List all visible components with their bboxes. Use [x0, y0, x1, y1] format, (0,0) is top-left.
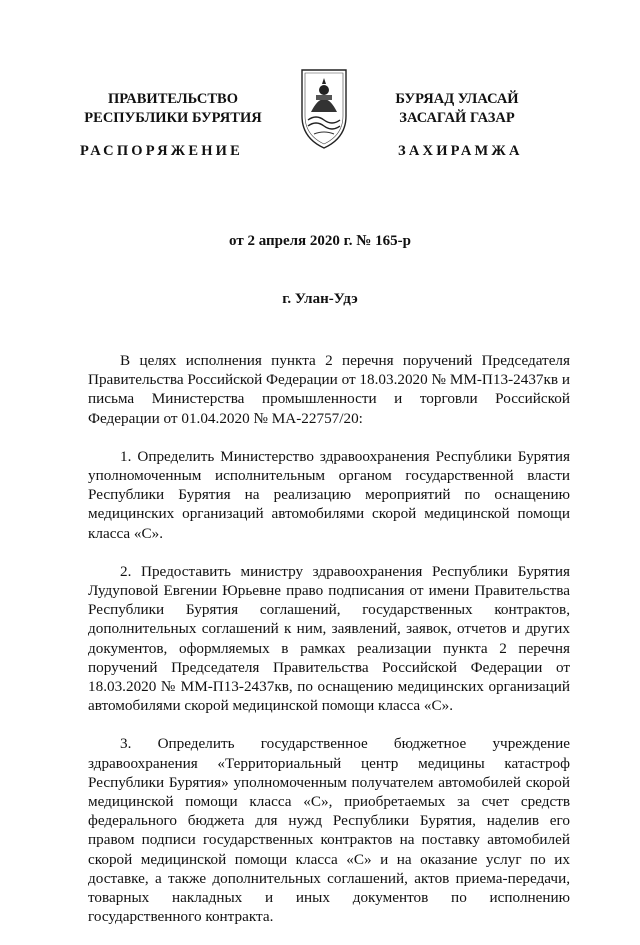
preamble-paragraph: В целях исполнения пункта 2 перечня поручений Председателя Правительства Российской Федерации от 18.03.2020 № ММ-П13-2437кв и письма Министерства промышленности и торговли Российской Федерации от 01.04.2020 № МА-22757/20: [88, 352, 570, 427]
clause-paragraph-3: 3. Определить государственное бюджетное учреждение здравоохранения «Территориальный центр медицины катастроф Республики Бурятия» уполномоченным получателем автомобилей скорой медицинской помощи класса «С», приобретаемых за счет средств федерального бюджета для нужд Республики Бурятия, наделив его правом подписи государственных контрактов на поставку автомобилей скорой медицинской помощи класса «С» и на оказание услуг по их доставке, а также дополнительных соглашений, актов приема-передачи, товарных накладных и иных документов по исполнению государственного контракта. [88, 735, 570, 926]
document-body [88, 351, 570, 945]
clause-paragraph-1: 1. Определить Министерство здравоохранения Республики Бурятия уполномоченным исполнительным органом государственной власти Республики Бурятия на реализацию мероприятий по оснащению медицинских организаций автомобилями скорой медицинской помощи класса «С». [88, 447, 570, 542]
issuer-russian [58, 90, 288, 128]
issuer-buryat-line-2: ЗАСАГАЙ ГАЗАР [399, 110, 515, 126]
clause-paragraph-2: 2. Предоставить министру здравоохранения Республики Бурятия Лудуповой Евгении Юрьевне право подписания от имени Правительства Республики Бурятия соглашений, государственных контрактов, дополнительных соглашений к ним, заявлений, заявок, отчетов и других документов, оформляемых в рамках реализации пункта 2 перечня поручений Председателя Правительства Российской Федерации от 18.03.2020 № ММ-П13-2437кв, по оснащению медицинских организаций автомобилями скорой медицинской помощи класса «С». [88, 562, 570, 715]
document-city: г. Улан-Удэ [282, 291, 358, 307]
doc-type-buryat: ЗАХИРАМЖА [398, 143, 523, 159]
issuer-line-2: РЕСПУБЛИКИ БУРЯТИЯ [84, 110, 262, 126]
coat-of-arms-emblem [298, 64, 350, 152]
document-date-number: от 2 апреля 2020 г. № 165-р [229, 233, 411, 249]
issuer-buryat [372, 90, 542, 128]
issuer-buryat-line-1: БУРЯАД УЛАСАЙ [395, 91, 519, 107]
doc-type-russian: РАСПОРЯЖЕНИЕ [80, 143, 244, 159]
issuer-line-1: ПРАВИТЕЛЬСТВО [108, 91, 238, 107]
